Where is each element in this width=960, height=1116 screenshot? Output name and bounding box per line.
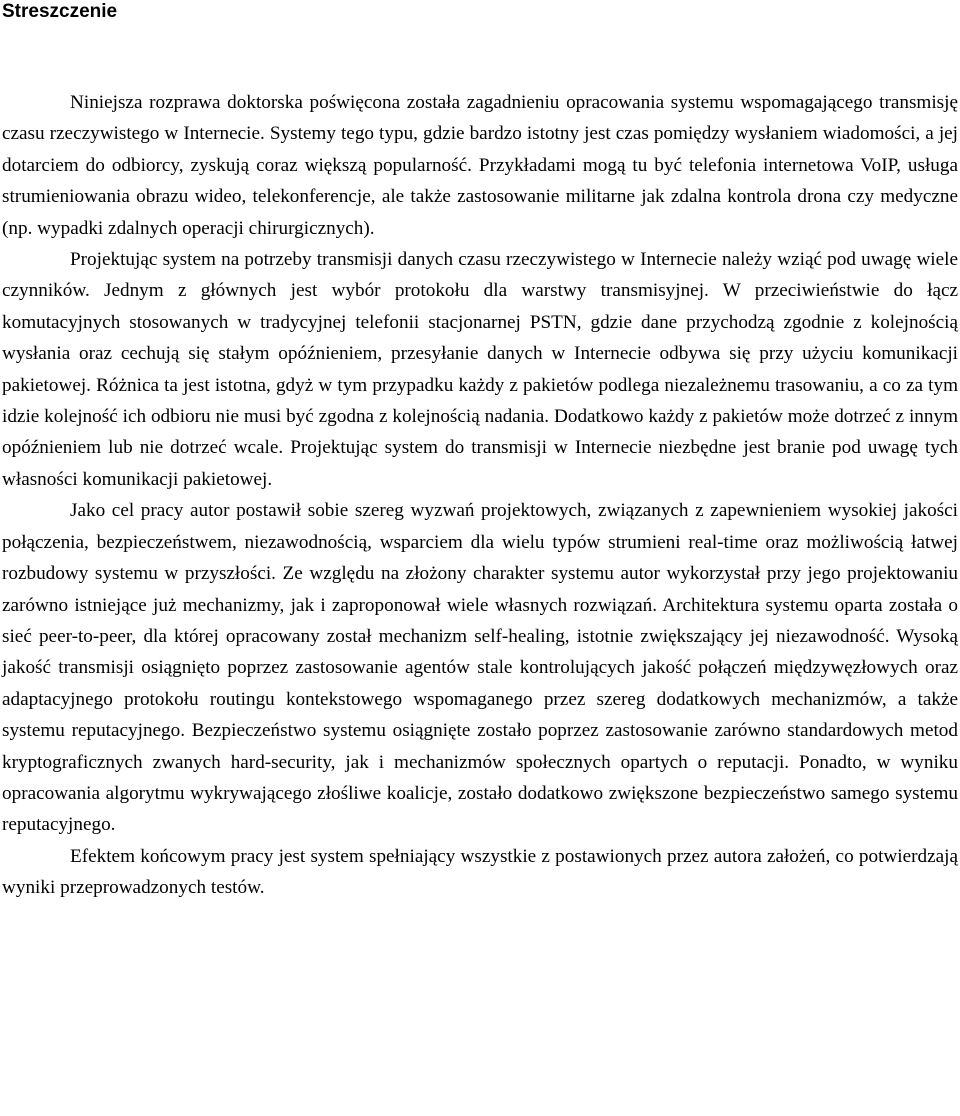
paragraph-conclusion: Efektem końcowym pracy jest system spełniający wszystkie z postawionych przez autora założeń, co potwierdzają wyniki przeprowadzonych testów. (2, 845, 958, 899)
abstract-body (2, 87, 958, 904)
paragraph-transport: Projektując system na potrzeby transmisji danych czasu rzeczywistego w Internecie należy wziąć pod uwagę wiele czynników. Jednym z głównych jest wybór protokołu dla warstwy transmisyjnej. W przeciwieństwie do łącz komutacyjnych stosowanych w tradycyjnej telefonii stacjonarnej PSTN, gdzie dane przychodzą zgodnie z kolejnością wysłania oraz cechują się stałym opóźnieniem, przesyłanie danych w Internecie odbywa się przy użyciu komunikacji pakietowej. Różnica ta jest istotna, gdyż w tym przypadku każdy z pakietów podlega niezależnemu trasowaniu, a co za tym idzie kolejność ich odbioru nie musi być zgodna z kolejnością nadania. Dodatkowo każdy z pakietów może dotrzeć z innym opóźnieniem lub nie dotrzeć wcale. Projektując system do transmisji w Internecie niezbędne jest branie pod uwagę tych własności komunikacji pakietowej. (2, 249, 958, 490)
paragraph-goals: Jako cel pracy autor postawił sobie szereg wyzwań projektowych, związanych z zapewnieniem wysokiej jakości połączenia, bezpieczeństwem, niezawodnością, wsparciem dla wielu typów strumieni real-time oraz możliwością łatwej rozbudowy systemu w przyszłości. Ze względu na złożony charakter systemu autor wykorzystał przy jego projektowaniu zarówno istniejące już mechanizmy, jak i zaproponował wiele własnych rozwiązań. Architektura systemu oparta została o sieć peer-to-peer, dla której opracowany został mechanizm self-healing, istotnie zwiększający jej niezawodność. Wysoką jakość transmisji osiągnięto poprzez zastosowanie agentów stale kontrolujących jakość połączeń międzywęzłowych oraz adaptacyjnego protokołu routingu kontekstowego wspomaganego przez szereg dodatkowych mechanizmów, a także systemu reputacyjnego. Bezpieczeństwo systemu osiągnięte zostało poprzez zastosowanie zarówno standardowych metod kryptograficznych zwanych hard-security, jak i mechanizmów społecznych opartych o reputacji. Ponadto, w wyniku opracowania algorytmu wykrywającego złośliwe koalicje, zostało dodatkowo zwiększone bezpieczeństwo samego systemu reputacyjnego. (2, 500, 958, 836)
paragraph-intro: Niniejsza rozprawa doktorska poświęcona została zagadnieniu opracowania systemu wspomagającego transmisję czasu rzeczywistego w Internecie. Systemy tego typu, gdzie bardzo istotny jest czas pomiędzy wysłaniem wiadomości, a jej dotarciem do odbiorcy, zyskują coraz większą popularność. Przykładami mogą tu być telefonia internetowa VoIP, usługa strumieniowania obrazu wideo, telekonferencje, ale także zastosowanie militarne jak zdalna kontrola drona czy medyczne (np. wypadki zdalnych operacji chirurgicznych). (2, 92, 958, 239)
section-heading: Streszczenie (2, 1, 118, 22)
